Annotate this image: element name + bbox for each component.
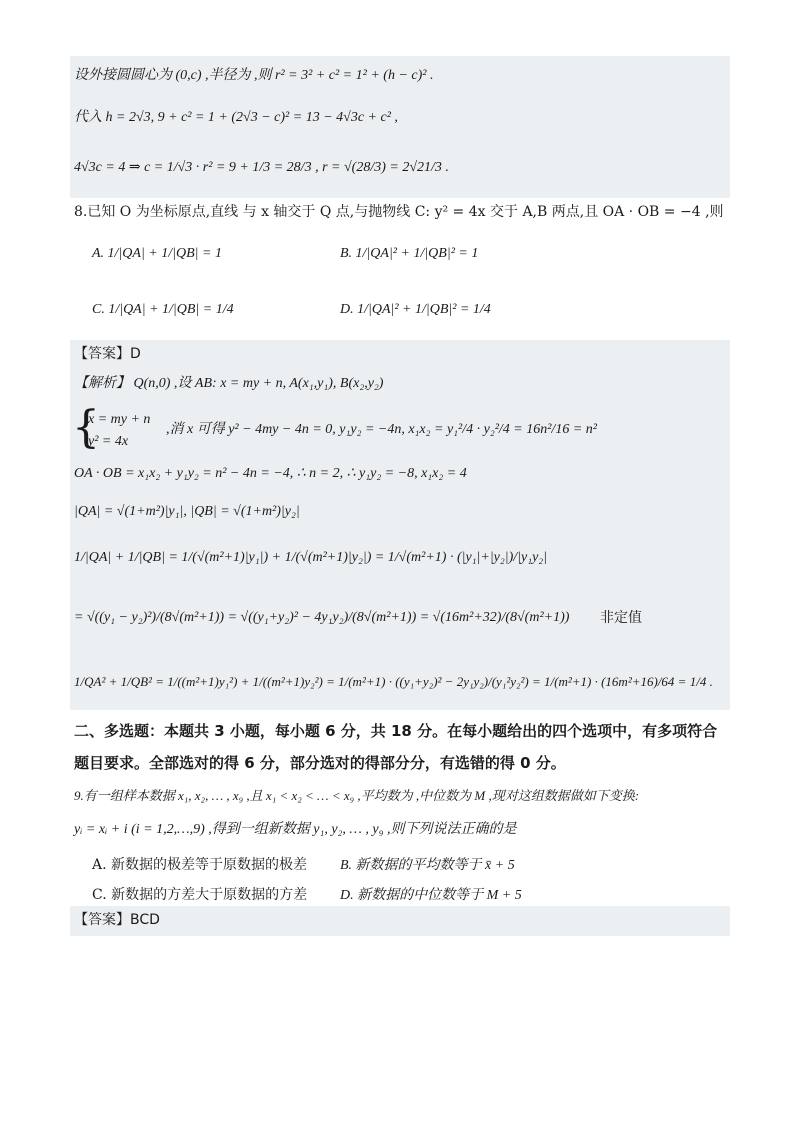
analysis-line: 1/|QA| + 1/|QB| = 1/(√(m²+1)|y₁|) + 1/(√(m²+1)|y₂|) = 1/√(m²+1) · (|y₁|+|y₂|)/|y₁y₂| (74, 550, 548, 565)
option-9a: A. 新数据的极差等于原数据的极差 (92, 857, 308, 873)
analysis-note: 非定值 (600, 610, 642, 626)
answer-band (70, 340, 730, 710)
answer-label-9: 【答案】BCD (74, 912, 160, 928)
option-9d: D. 新数据的中位数等于 M + 5 (340, 888, 522, 903)
analysis-line: ,消 x 可得 y² − 4my − 4n = 0, y₁y₂ = −4n, x₁x₂ = y₁²/4 · y₂²/4 = 16n²/16 = n² (166, 422, 597, 437)
section-heading-cont: 题目要求。全部选对的得 6 分，部分选对的得部分分，有选错的得 0 分。 (74, 754, 566, 772)
analysis-line: = √((y₁ − y₂)²)/(8√(m²+1)) = √((y₁+y₂)² − 4y₁y₂)/(8√(m²+1)) = √(16m²+32)/(8√(m²+1)) (74, 610, 570, 625)
answer-label: 【答案】D (74, 346, 141, 362)
analysis-line: |QA| = √(1+m²)|y₁|, |QB| = √(1+m²)|y₂| (74, 504, 300, 519)
analysis-line: OA · OB = x₁x₂ + y₁y₂ = n² − 4n = −4, ∴ n = 2, ∴ y₁y₂ = −8, x₁x₂ = 4 (74, 466, 467, 481)
option-9b: B. 新数据的平均数等于 x̄ + 5 (340, 858, 515, 873)
solution-line: 设外接圆圆心为 (0,c) ,半径为 ,则 r² = 3² + c² = 1² + (h − c)² . (74, 68, 434, 83)
solution-line: 代入 h = 2√3, 9 + c² = 1 + (2√3 − c)² = 13 − 4√3c + c² , (74, 110, 398, 125)
system-eq-2: y² = 4x (88, 434, 129, 449)
option-8b: B. 1/|QA|² + 1/|QB|² = 1 (340, 246, 479, 261)
option-9c: C. 新数据的方差大于原数据的方差 (92, 887, 308, 903)
section-heading: 二、多选题：本题共 3 小题，每小题 6 分，共 18 分。在每小题给出的四个选项中，有多项符合 (74, 722, 718, 740)
question-8-stem: 8.已知 O 为坐标原点,直线 与 x 轴交于 Q 点,与抛物线 C: y² = 4x 交于 A,B 两点,且 OA · OB = −4 ,则 (74, 204, 724, 220)
analysis-line: 【解析】 Q(n,0) ,设 AB: x = my + n, A(x₁,y₁), B(x₂,y₂) (74, 376, 384, 391)
question-9-stem: 9.有一组样本数据 x₁, x₂, … , x₉ ,且 x₁ < x₂ < … < x₉ ,平均数为 ,中位数为 M ,现对这组数据做如下变换: (74, 788, 640, 803)
system-eq-1: x = my + n (88, 412, 151, 427)
system-brace: { (72, 402, 100, 453)
option-8c: C. 1/|QA| + 1/|QB| = 1/4 (92, 302, 234, 317)
solution-line: 4√3c = 4 ⇒ c = 1/√3 · r² = 9 + 1/3 = 28/3 , r = √(28/3) = 2√21/3 . (74, 160, 449, 175)
answer-band-q9 (70, 906, 730, 936)
question-9-stem-cont: yᵢ = xᵢ + i (i = 1,2,…,9) ,得到一组新数据 y₁, y₂, … , y₉ ,则下列说法正确的是 (74, 822, 517, 837)
analysis-line: 1/QA² + 1/QB² = 1/((m²+1)y₁²) + 1/((m²+1)y₂²) = 1/(m²+1) · ((y₁+y₂)² − 2y₁y₂)/(y₁²y₂²) = 1/(m²+1) · (16m²+16)/64 = 1/4 . (74, 674, 713, 689)
option-8d: D. 1/|QA|² + 1/|QB|² = 1/4 (340, 302, 491, 317)
option-8a: A. 1/|QA| + 1/|QB| = 1 (92, 246, 222, 261)
